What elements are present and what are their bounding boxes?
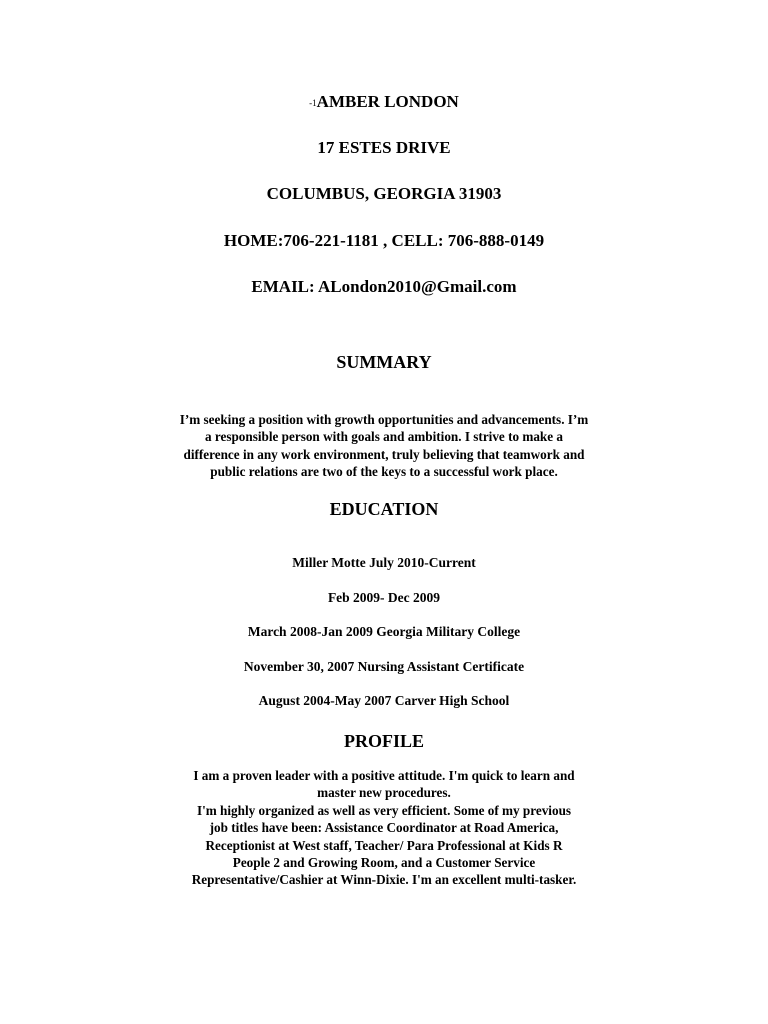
education-entry: Feb 2009- Dec 2009 — [327, 590, 441, 605]
summary-heading: SUMMARY — [336, 352, 432, 372]
education-entry: March 2008-Jan 2009 Georgia Military College — [247, 624, 521, 639]
profile-line: People 2 and Growing Room, and a Customer Service — [232, 855, 536, 871]
summary-paragraph — [134, 411, 634, 481]
profile-line: job titles have been: Assistance Coordinator at Road America, — [209, 820, 559, 836]
summary-line: public relations are two of the keys to a successful work place. — [210, 464, 558, 480]
summary-line: I’m seeking a position with growth opportunities and advancements. I’m — [179, 412, 589, 427]
summary-line: difference in any work environment, truly believing that teamwork and — [183, 446, 585, 462]
profile-line: I'm highly organized as well as very efficient. Some of my previous — [196, 802, 572, 818]
profile-heading: PROFILE — [343, 731, 424, 751]
city-state-zip: COLUMBUS, GEORGIA 31903 — [266, 184, 502, 203]
profile-paragraph — [134, 767, 634, 889]
profile-line: Receptionist at West staff, Teacher/ Para Professional at Kids R — [205, 837, 563, 853]
phone-numbers: HOME:706-221-1181 , CELL: 706-888-0149 — [223, 231, 545, 250]
email-address: EMAIL: ALondon2010@Gmail.com — [251, 277, 517, 296]
profile-line: I am a proven leader with a positive attitude. I'm quick to learn and — [193, 768, 575, 783]
profile-line: master new procedures. — [317, 785, 451, 801]
education-entry: November 30, 2007 Nursing Assistant Certificate — [243, 659, 525, 674]
applicant-name: AMBER LONDON — [316, 92, 459, 111]
page-marker: -1 — [309, 98, 317, 108]
education-heading: EDUCATION — [329, 499, 439, 519]
name-line — [0, 92, 768, 112]
summary-line: a responsible person with goals and ambition. I strive to make a — [204, 429, 564, 445]
profile-line: Representative/Cashier at Winn-Dixie. I'm an excellent multi-tasker. — [191, 872, 577, 888]
education-entry: August 2004-May 2007 Carver High School — [258, 693, 510, 708]
street-address: 17 ESTES DRIVE — [317, 138, 451, 157]
education-entry: Miller Motte July 2010-Current — [292, 555, 476, 570]
